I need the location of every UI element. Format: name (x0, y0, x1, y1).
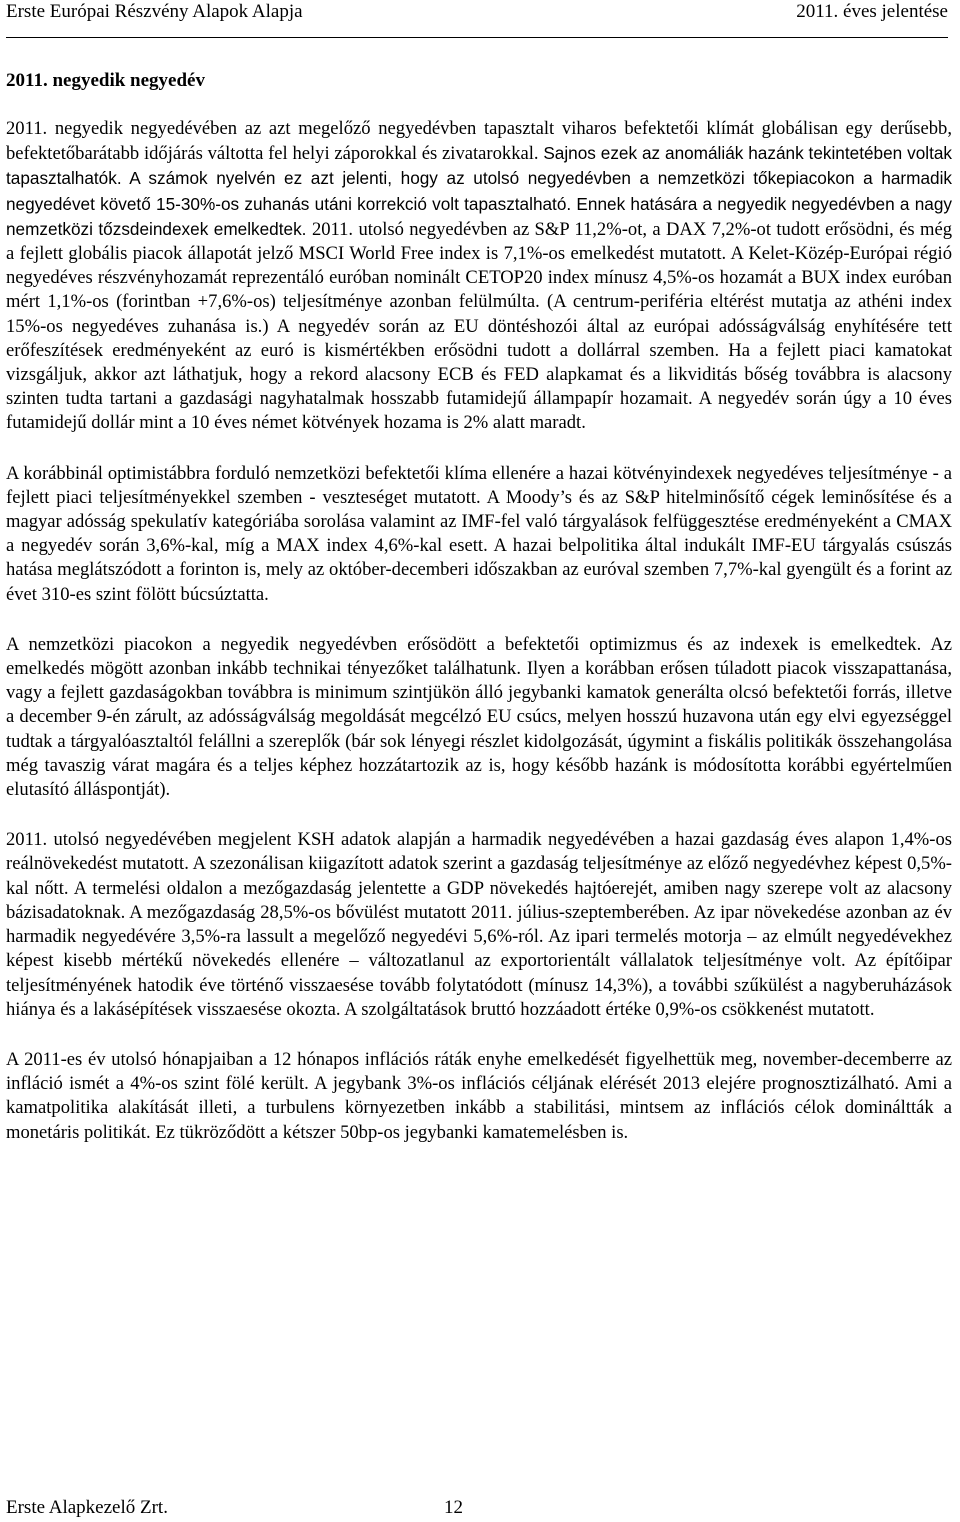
header-fund-name: Erste Európai Részvény Alapok Alapja (6, 1, 303, 22)
header-divider (6, 37, 948, 38)
paragraph-segment: A korábbinál optimistábbra forduló nemzetközi befektetői klíma ellenére a hazai kötvényindexek negyedéves teljesítménye - a fejlett piaci teljesítményekkel szemben - veszteséget mutatott. A Moody’s és az S&P hitelminősítő cégek leminősítése és a magyar adósság spekulatív kategóriába sorolása valamint az IMF-fel való tárgyalások felfüggesztése eredményeként a CMAX a negyedév során 3,6%-kal, míg a MAX index 4,6%-kal esett. A hazai belpolitika által indukált IMF-EU tárgyalás csúszás hatása meglátszódott a forinton is, mely az október-decemberi időszakban az euróval szemben 7,7%-kal gyengült és a forint az évet 310-es szint fölött búcsúztatta. (6, 462, 952, 605)
paragraph-segment: Sajnos ezek az anomáliák hazánk tekintetében voltak tapasztalhatók. A számok nyelvén ez azt jelenti, hogy az utolsó negyedévben a nemzetközi tőkepiacokon a harmadik negyedévet követő 15-30%-os zuhanás utáni korrekció volt tapasztalható. Ennek hatására a negyedik negyedévben a nagy nemzetközi tőzsdeindexek emelkedtek. (6, 143, 952, 239)
paragraph (6, 117, 952, 436)
paragraph-segment: A 2011-es év utolsó hónapjaiban a 12 hónapos inflációs ráták enyhe emelkedését figyelhettük meg, november-decemberre az infláció ismét a 4%-os szint fölé került. A jegybank 3%-os inflációs céljának elérését 2013 elejére prognosztizálható. Ami a kamatpolitika alakítását illeti, a turbulens környezetben inkább a stabilitási, mintsem az inflációs célok domináltták a monetáris politikát. Ez tükröződött a kétszer 50bp-os jegybanki kamatemelésben is. (6, 1048, 952, 1143)
page-footer (6, 1496, 606, 1520)
paragraph (6, 633, 952, 802)
footer-company: Erste Alapkezelő Zrt. (6, 1497, 168, 1518)
section-title: 2011. negyedik negyedév (6, 70, 205, 91)
paragraph-segment: A nemzetközi piacokon a negyedik negyedévben erősödött a befektetői optimizmus és az indexek is emelkedtek. Az emelkedés mögött azonban inkább technikai tényezőket találhatunk. Ilyen a korábban erősen túladott piacok visszapattanása, vagy a fejlett gazdaságokban továbbra is minimum szintjükön álló jegybanki kamatok generálta olcsó befektetői forrás, illetve a december 9-én zárult, az adósságválság megoldását megcélzó EU csúcs, melyen hosszú huzavona után egy elvi egyezséggel tudtak a tárgyalóasztaltól felállni a szereplők (bár sok lényegi részlet kidolgozását, úgymint a fiskális politikák összehangolása még tavaszig várat magára és a teljes képhez hozzátartozik az is, hogy később hazánk is módosította korábbi egyértelműen elutasító álláspontját). (6, 633, 952, 801)
paragraph (6, 828, 952, 1022)
paragraph-segment: 2011. utolsó negyedévében megjelent KSH adatok alapján a harmadik negyedévében a hazai gazdaság éves alapon 1,4%-os reálnövekedést mutatott. A szezonálisan kiigazított adatok szerint a gazdaság teljesítménye az előző negyedévhez képest 0,5%-kal nőtt. A termelési oldalon a mezőgazdaság jelentette a GDP növekedés hajtóerejét, amiben nagy szerepe volt az alacsony bázisadatoknak. A mezőgazdaság 28,5%-os bővülést mutatott 2011. július-szeptemberében. Az ipar növekedése azonban az év harmadik negyedévére 3,5%-ra lassult a megelőző negyedévi 5,6%-ról. Az ipari termelés motorja – az elmúlt negyedévekhez képest kisebb mértékű növekedés ellenére – változatlanul az exportorientált vállalatok teljesítménye volt. Az építőipar teljesítményének hatodik éve történő visszaesése tovább folytatódott (mínusz 14,3%), a további szűkülést a nagyberuházások hiánya és a lakásépítések visszaesése okozta. A szolgáltatások bruttó hozzáadott értéke 0,9%-os csökkenést mutatott. (6, 829, 952, 1020)
paragraph-segment: 2011. negyedik negyedévében az azt megelőző negyedévben tapasztalt viharos befektetői klímát globálisan egy derűsebb, befektetőbarátabb időjárás váltotta fel helyi záporokkal és zivatarokkal. (6, 118, 952, 165)
page-number: 12 (444, 1497, 463, 1518)
body-text (6, 117, 952, 1171)
paragraph-segment: 2011. utolsó negyedévben az S&P 11,2%-ot, a DAX 7,2%-ot tudott erősödni, és még a fejlett globális piacok állapotát jelző MSCI World Free index is 7,1%-os emelkedést mutatott. A Kelet-Közép-Európai régió negyedéves részvényhozamát reprezentáló euróban nominált CETOP20 index mínusz 4,5%-os hozamát a BUX index euróban mért 1,1%-os (forintban +7,6%-os) teljesítménye azonban felülmúlta. (A centrum-periféria eltérést mutatja az athéni index 15%-os negyedéves zuhanása is.) A negyedév során az EU döntéshozói által az európai adósságválság enyhítésére tett erőfeszítések eredményeként az euró is kismértékben erősödni tudott a dollárral szemben. Ha a fejlett piaci kamatokat vizsgáljuk, akkor azt láthatjuk, hogy a rekord alacsony ECB és FED alapkamat és a likviditás bőség továbbra is alacsony szinten tudta tartani a gazdasági nagyhatalmak hosszabb futamidejű állampapír hozamait. A negyedév során úgy a 10 éves futamidejű dollár mint a 10 éves német kötvények hozama is 2% alatt maradt. (6, 218, 952, 434)
page-header (6, 0, 954, 24)
paragraph (6, 1048, 952, 1145)
paragraph (6, 462, 952, 607)
header-report-title: 2011. éves jelentése (796, 1, 948, 22)
